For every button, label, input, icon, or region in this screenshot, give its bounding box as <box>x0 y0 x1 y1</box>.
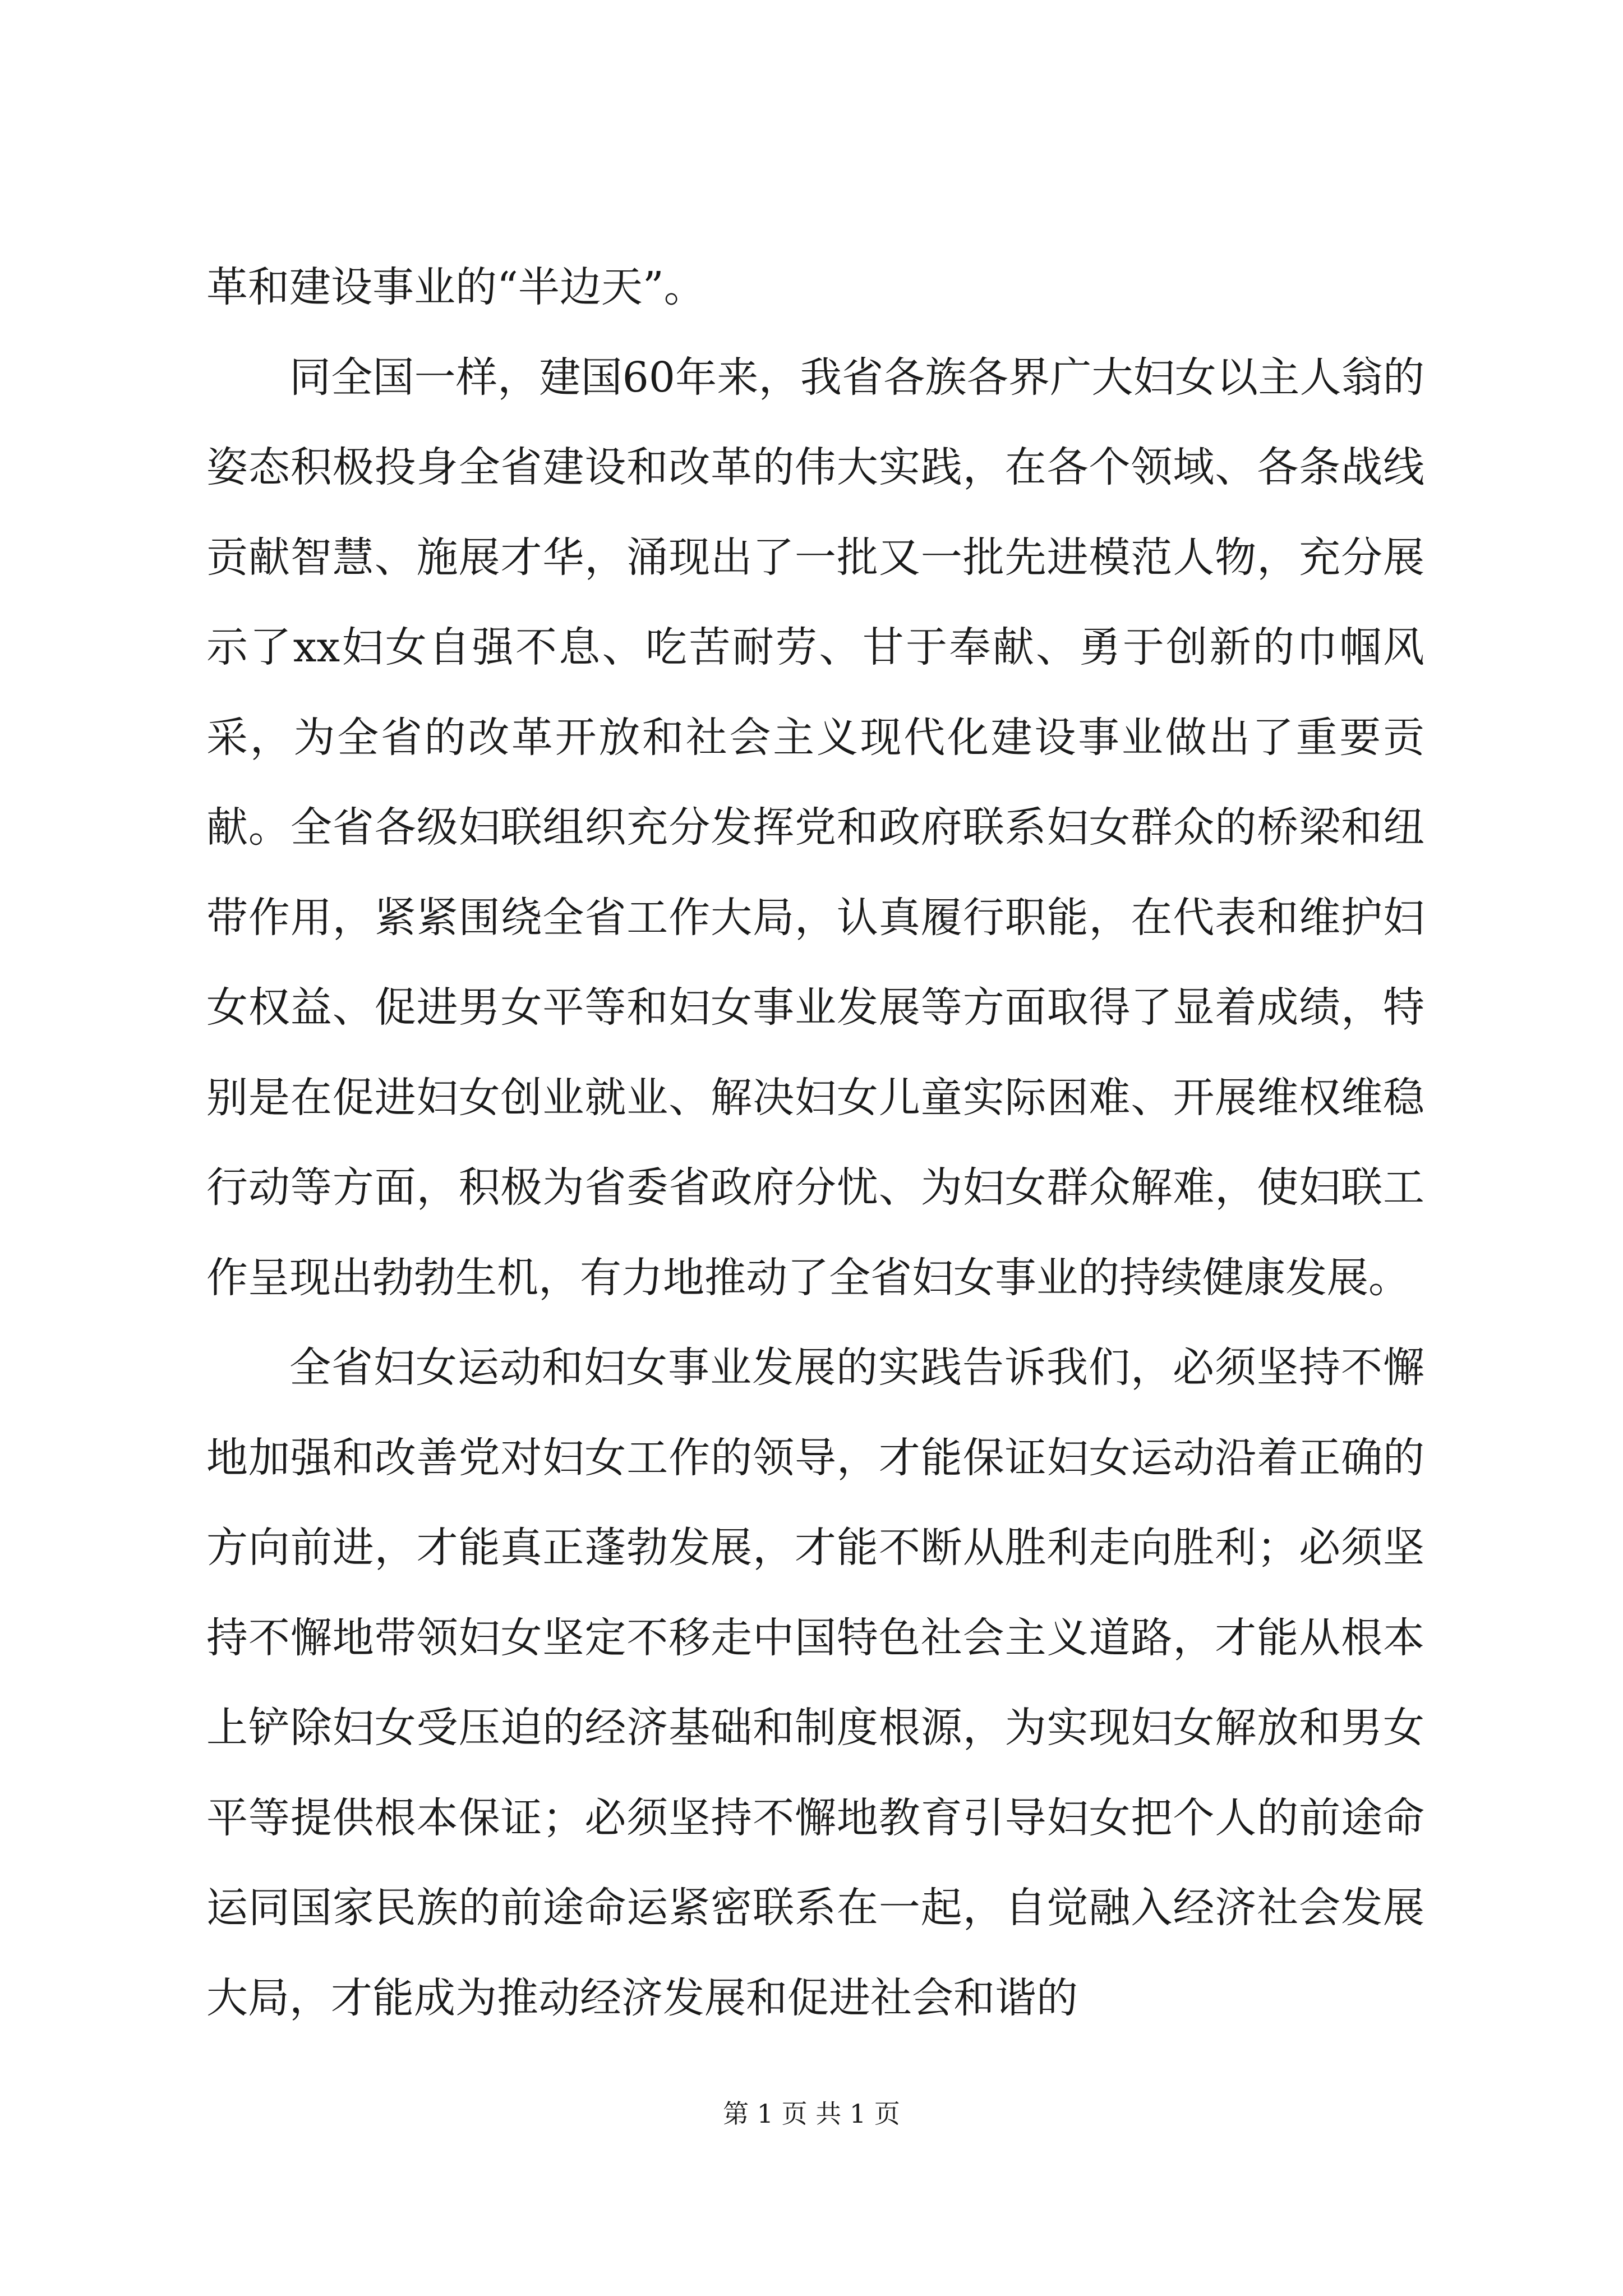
page-footer: 第 1 页 共 1 页 <box>723 2099 900 2129</box>
paragraph-3: 全省妇女运动和妇女事业发展的实践告诉我们，必须坚持不懈地加强和改善党对妇女工作的领导，才能保证妇女运动沿着正确的方向前进，才能真正蓬勃发展，才能不断从胜利走向胜利；必须坚持不懈地带领妇女坚定不移走中国特色社会主义道路，才能从根本上铲除妇女受压迫的经济基础和制度根源，为实现妇女解放和男女平等提供根本保证；必须坚持不懈地教育引导妇女把个人的前途命运同国家民族的前途命运紧密联系在一起，自觉融入经济社会发展大局，才能成为推动经济发展和促进社会和谐的 <box>206 1343 1424 2022</box>
document-body <box>206 242 1424 2043</box>
paragraph-1: 革和建设事业的“半边天”。 <box>206 263 706 311</box>
paragraph-2: 同全国一样，建国60年来，我省各族各界广大妇女以主人翁的姿态积极投身全省建设和改革的伟大实践，在各个领域、各条战线贡献智慧、施展才华，涌现出了一批又一批先进模范人物，充分展示了xx妇女自强不息、吃苦耐劳、甘于奉献、勇于创新的巾帼风采，为全省的改革开放和社会主义现代化建设事业做出了重要贡献。全省各级妇联组织充分发挥党和政府联系妇女群众的桥梁和纽带作用，紧紧围绕全省工作大局，认真履行职能，在代表和维护妇女权益、促进男女平等和妇女事业发展等方面取得了显着成绩，特别是在促进妇女创业就业、解决妇女儿童实际困难、开展维权维稳行动等方面，积极为省委省政府分忧、为妇女群众解难，使妇联工作呈现出勃勃生机，有力地推动了全省妇女事业的持续健康发展。 <box>206 353 1424 1302</box>
